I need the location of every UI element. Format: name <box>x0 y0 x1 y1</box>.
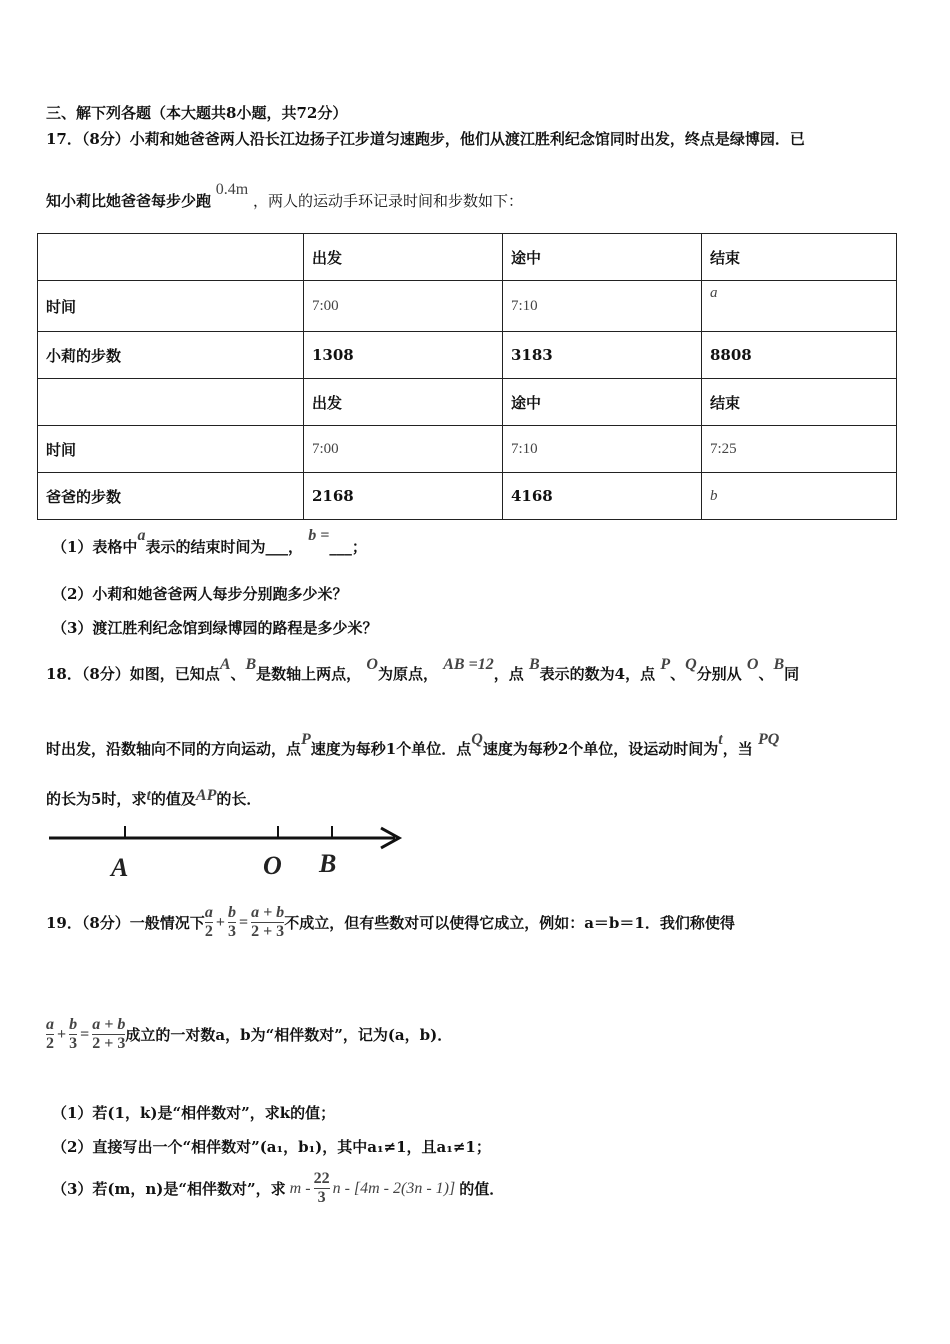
frac-den: 2 + 3 <box>251 923 285 940</box>
q17-sub1-text-c: ___； <box>329 538 367 556</box>
q18-math-q: Q <box>471 731 483 748</box>
q19-line2 <box>46 1016 452 1053</box>
q17-sub1 <box>52 527 367 557</box>
q18-text: 时出发，沿数轴向不同的方向运动，点 <box>46 740 302 758</box>
q17-sub1-math-a: a <box>137 527 146 544</box>
q18-text: 速度为每秒2个单位，设运动时间为 <box>482 740 719 758</box>
fraction-b-over-3 <box>228 904 236 941</box>
q19-line1 <box>46 904 735 941</box>
q18-math-pq: PQ <box>757 731 780 748</box>
table-cell: 7:10 <box>503 426 702 473</box>
q18-math-ab: AB =12 <box>443 656 494 673</box>
table-row <box>38 379 897 426</box>
table-cell: 3183 <box>503 332 702 379</box>
q18-math-t: t <box>146 787 151 804</box>
q18-math-p: P <box>301 731 311 748</box>
q18-text: 为原点， <box>377 665 438 683</box>
q18-math-t: t <box>718 731 723 748</box>
q17-sub1-math-b: b = <box>308 527 330 544</box>
q18-math-o: O <box>366 656 378 673</box>
axis-label-a: A <box>111 853 129 882</box>
table-cell: a <box>702 281 897 332</box>
table-cell: 7:00 <box>304 281 503 332</box>
q17-sub1-text-a: （1）表格中 <box>52 538 138 556</box>
q19-sub3-math-rest: n - [4m - 2(3n - 1)] <box>332 1179 456 1197</box>
q18-text: 是数轴上两点， <box>256 665 362 683</box>
table-cell: 小莉的步数 <box>38 332 304 379</box>
table-cell: 2168 <box>304 473 503 520</box>
table-cell: 7:25 <box>702 426 897 473</box>
table-cell: 爸爸的步数 <box>38 473 304 520</box>
q18-text: 、 <box>670 665 686 683</box>
q17-line2 <box>46 181 524 211</box>
q19-sub3-math-m: m - <box>289 1179 311 1197</box>
q18-text: 、 <box>758 665 774 683</box>
table-row <box>38 473 897 520</box>
q18-text: ，当 <box>722 740 753 758</box>
frac-den: 3 <box>227 923 236 940</box>
q18-text: 18．（8分）如图，已知点 <box>46 665 220 683</box>
frac-num: a + b <box>251 904 285 921</box>
q18-line1 <box>46 656 800 684</box>
table-cell: 7:00 <box>304 426 503 473</box>
table-row <box>38 281 897 332</box>
q18-text: 表示的数为4，点 <box>539 665 656 683</box>
fraction-a-over-2 <box>46 1016 54 1053</box>
table-cell: 途中 <box>503 234 702 281</box>
equals-sign: = <box>238 913 249 931</box>
q18-math-q: Q <box>685 656 697 673</box>
table-cell: 1308 <box>304 332 503 379</box>
fraction-b-over-3 <box>69 1016 77 1053</box>
table-cell: 时间 <box>38 281 304 332</box>
table-cell: 出发 <box>304 379 503 426</box>
q17-line2-text-a: 知小莉比她爸爸每步少跑 <box>46 192 212 210</box>
q18-math-ap: AP <box>195 787 217 804</box>
frac-num: 22 <box>313 1170 330 1187</box>
q19-text: （3）若(m，n)是“相伴数对”，求 <box>52 1180 286 1198</box>
table-cell: b <box>702 473 897 520</box>
fraction-sum <box>92 1016 125 1053</box>
q19-sub3 <box>52 1170 504 1207</box>
table-cell: 途中 <box>503 379 702 426</box>
table-cell: 出发 <box>304 234 503 281</box>
table-row <box>38 234 897 281</box>
q18-math-b: B <box>528 656 540 673</box>
frac-den: 2 <box>204 923 213 940</box>
q17-line1: 17．（8分）小莉和她爸爸两人沿长江边扬子江步道匀速跑步，他们从渡江胜利纪念馆同时出发，终点是绿博园．已 <box>46 130 805 148</box>
frac-den: 3 <box>69 1035 78 1052</box>
frac-num: a <box>204 904 213 921</box>
table-row <box>38 426 897 473</box>
q18-math-b: B <box>245 656 257 673</box>
frac-num: a + b <box>92 1016 126 1033</box>
axis-label-o: O <box>263 851 282 880</box>
q17-step-diff-math: 0.4m <box>215 181 249 198</box>
q18-text: 的值及 <box>150 790 196 808</box>
fraction-22-over-3 <box>314 1170 330 1207</box>
q19-text: 不成立，但有些数对可以使得它成立，例如：a＝b＝1．我们称使得 <box>284 914 735 932</box>
q19-sub2: （2）直接写出一个“相伴数对”(a₁，b₁)，其中a₁≠1，且a₁≠1； <box>52 1138 491 1156</box>
q18-line3 <box>46 788 261 809</box>
plus-sign: + <box>215 913 225 931</box>
q18-text: 同 <box>784 665 800 683</box>
q18-line2 <box>46 731 780 759</box>
frac-num: a <box>46 1016 54 1033</box>
table-row <box>38 332 897 379</box>
frac-num: b <box>227 904 236 921</box>
q18-math-a: A <box>219 656 231 673</box>
table-cell: 7:10 <box>503 281 702 332</box>
q18-text: 的长． <box>216 790 262 808</box>
table-cell <box>38 379 304 426</box>
table-cell <box>38 234 304 281</box>
q19-text: 19．（8分）一般情况下 <box>46 914 205 932</box>
q18-math-p: P <box>660 656 671 673</box>
q17-data-table <box>37 233 897 520</box>
fraction-sum <box>251 904 284 941</box>
frac-num: b <box>69 1016 78 1033</box>
q17-sub2: （2）小莉和她爸爸两人每步分别跑多少米？ <box>52 585 348 603</box>
table-cell: 8808 <box>702 332 897 379</box>
q19-sub1: （1）若(1，k)是“相伴数对”，求k的值； <box>52 1104 336 1122</box>
fraction-a-over-2 <box>205 904 213 941</box>
table-cell: 结束 <box>702 234 897 281</box>
table-cell: 时间 <box>38 426 304 473</box>
q18-text: 、 <box>230 665 246 683</box>
q18-text: 的长为5时，求 <box>46 790 147 808</box>
q19-text: 的值． <box>459 1180 505 1198</box>
frac-den: 3 <box>317 1189 326 1206</box>
q18-text: 速度为每秒1个单位．点 <box>310 740 472 758</box>
table-cell: 结束 <box>702 379 897 426</box>
frac-den: 2 + 3 <box>92 1035 126 1052</box>
number-line-figure <box>45 818 415 888</box>
equals-sign: = <box>80 1025 90 1043</box>
plus-sign: + <box>57 1025 67 1043</box>
frac-den: 2 <box>46 1035 54 1052</box>
q17-line2-text-b: ，两人的运动手环记录时间和步数如下： <box>253 192 524 210</box>
q18-math-o: O <box>746 656 759 673</box>
axis-label-b: B <box>319 849 337 878</box>
q18-text: 分别从 <box>696 665 742 683</box>
q18-text: ，点 <box>493 665 524 683</box>
q17-sub1-text-b: 表示的结束时间为___， <box>145 538 303 556</box>
section-heading: 三、解下列各题（本大题共8小题，共72分） <box>46 104 348 122</box>
q17-sub3: （3）渡江胜利纪念馆到绿博园的路程是多少米？ <box>52 619 378 637</box>
table-cell: 4168 <box>503 473 702 520</box>
q18-math-b: B <box>773 656 785 673</box>
q19-text: 成立的一对数a，b为“相伴数对”，记为(a，b)． <box>125 1026 453 1044</box>
